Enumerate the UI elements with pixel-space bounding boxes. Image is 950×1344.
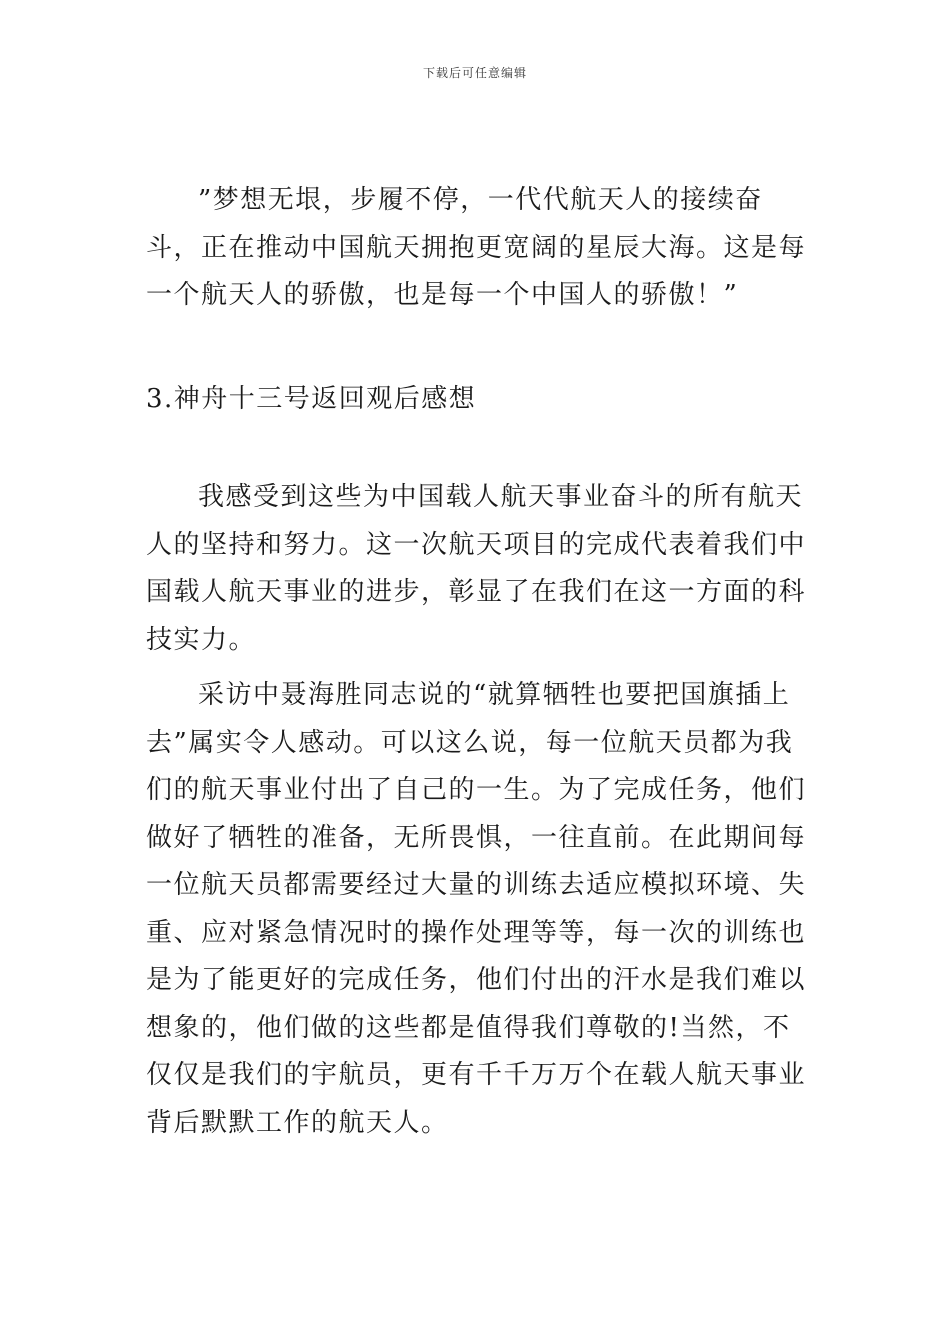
header-note: 下载后可任意编辑: [422, 66, 527, 80]
paragraph-quote: ”梦想无垠，步履不停，一代代航天人的接续奋斗，正在推动中国航天拥抱更宽阔的星辰大海。这是每一个航天人的骄傲，也是每一个中国人的骄傲！”: [146, 185, 807, 310]
paragraph-feelings: 我感受到这些为中国载人航天事业奋斗的所有航天人的坚持和努力。这一次航天项目的完成代表着我们中国载人航天事业的进步，彰显了在我们在这一方面的科技实力。: [146, 482, 807, 655]
paragraph-interview: 采访中聂海胜同志说的“就算牺牲也要把国旗插上去”属实令人感动。可以这么说，每一位航天员都为我们的航天事业付出了自己的一生。为了完成任务，他们做好了牺牲的准备，无所畏惧，一往直前。在此期间每一位航天员都需要经过大量的训练去适应模拟环境、失重、应对紧急情况时的操作处理等等，每一次的训练也是为了能更好的完成任务，他们付出的汗水是我们难以想象的，他们做的这些都是值得我们尊敬的!当然，不仅仅是我们的宇航员，更有千千万万个在载人航天事业背后默默工作的航天人。: [146, 680, 807, 1138]
section-heading: 3.神舟十三号返回观后感想: [146, 384, 477, 414]
